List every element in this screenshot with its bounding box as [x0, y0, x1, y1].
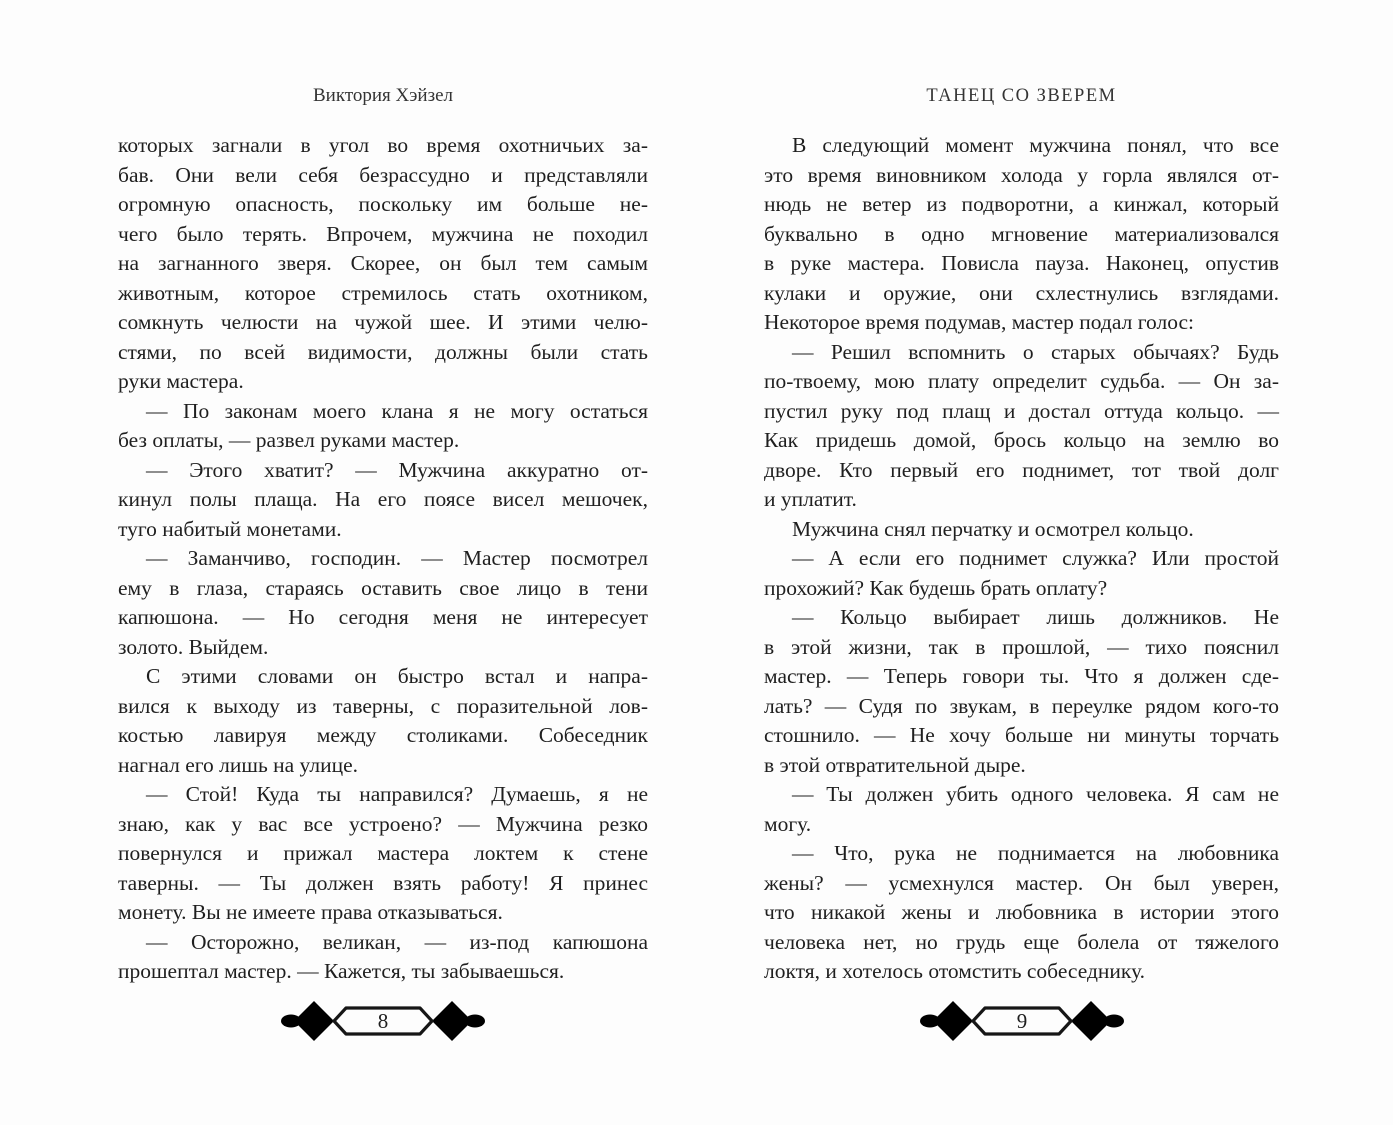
text-line: костью лавируя между столиками. Собеседник — [118, 723, 648, 747]
page-number-ornament — [919, 998, 1125, 1044]
page-number: 8 — [377, 1009, 389, 1033]
text-line: знаю, как у вас все устроено? — Мужчина резко — [118, 811, 648, 836]
page-footer-left — [118, 998, 648, 1044]
running-head-title: ТАНЕЦ СО ЗВЕРЕМ — [926, 86, 1117, 106]
text-line: буквально в одно мгновение материализовался — [764, 221, 1279, 246]
celtic-knot-icon — [281, 1001, 334, 1041]
text-line: нюдь не ветер из подворотни, а кинжал, который — [764, 192, 1279, 216]
text-line: — Этого хватит? — Мужчина аккуратно от- — [146, 457, 648, 482]
page-right — [764, 0, 1279, 1125]
celtic-knot-icon — [920, 1001, 973, 1041]
running-head-author: Виктория Хэйзел — [313, 85, 453, 106]
celtic-knot-icon — [432, 1001, 485, 1041]
text-line: прошептал мастер. — Кажется, ты забываешься. — [118, 959, 565, 983]
text-line: Мужчина снял перчатку и осмотрел кольцо. — [792, 516, 1194, 541]
page-left — [118, 0, 648, 1125]
text-line: по-твоему, мою плату определит судьба. — Он за- — [764, 369, 1279, 393]
text-line: — Решил вспомнить о старых обычаях? Будь — [792, 339, 1279, 364]
text-line: в руке мастера. Повисла пауза. Наконец, опустив — [764, 251, 1279, 275]
text-line: сомкнуть челюсти на чужой шее. И этими челю- — [118, 310, 648, 334]
text-line: вился к выходу из таверны, с поразительной лов- — [118, 693, 648, 718]
text-column-right — [764, 131, 1279, 987]
text-line: — Стой! Куда ты направился? Думаешь, я не — [146, 782, 648, 806]
text-line: С этими словами он быстро встал и напра- — [146, 664, 648, 688]
text-line: это время виновником холода у горла являлся от- — [764, 162, 1279, 187]
text-line: стями, по всей видимости, должны были стать — [118, 339, 648, 364]
text-line: — По законам моего клана я не могу остаться — [146, 398, 648, 423]
celtic-knot-icon — [1071, 1001, 1124, 1041]
text-line: пустил руку под плащ и достал оттуда кольцо. — — [764, 398, 1279, 423]
text-line: туго набитый монетами. — [118, 516, 342, 541]
text-line: мастер. — Теперь говори ты. Что я должен сде- — [764, 664, 1279, 688]
text-line: Как придешь домой, брось кольцо на землю во — [764, 428, 1279, 452]
text-line: локтя, и хотелось отомстить собеседнику. — [764, 959, 1146, 983]
text-line: животным, которое стремилось стать охотником, — [118, 280, 648, 305]
text-line: нагнал его лишь на улице. — [118, 752, 359, 777]
text-line: прохожий? Как будешь брать оплату? — [764, 575, 1108, 600]
text-line: таверны. — Ты должен взять работу! Я принес — [118, 870, 648, 895]
text-line: — Осторожно, великан, — из-под капюшона — [146, 929, 648, 954]
page-footer-right — [764, 998, 1279, 1044]
text-line: и уплатит. — [764, 487, 857, 511]
text-line: — Что, рука не поднимается на любовника — [792, 841, 1279, 865]
text-line: без оплаты, — развел руками мастер. — [118, 428, 460, 452]
text-line: кулаки и оружие, они схлестнулись взглядами. — [764, 280, 1279, 305]
page-number: 9 — [1016, 1009, 1027, 1033]
text-line: капюшона. — Но сегодня меня не интересует — [118, 605, 648, 629]
text-line: могу. — [764, 811, 812, 836]
text-line: — Ты должен убить одного человека. Я сам не — [792, 782, 1279, 806]
text-line: повернулся и прижал мастера локтем к стене — [118, 841, 648, 865]
text-line: — Кольцо выбирает лишь должников. Не — [792, 605, 1279, 629]
text-line: огромную опасность, поскольку им больше не- — [118, 192, 648, 216]
page-number-ornament — [280, 998, 486, 1044]
text-line: кинул полы плаща. На его поясе висел мешочек, — [118, 487, 648, 511]
text-line: Некоторое время подумав, мастер подал голос: — [764, 310, 1194, 334]
text-line: в этой жизни, так в прошлой, — тихо пояснил — [764, 634, 1279, 659]
text-line: стошнило. — Не хочу больше ни минуты торчать — [764, 723, 1279, 747]
text-line: — Заманчиво, господин. — Мастер посмотрел — [146, 546, 648, 570]
text-line: В следующий момент мужчина понял, что все — [792, 133, 1279, 157]
text-line: монету. Вы не имеете права отказываться. — [118, 900, 503, 924]
text-line: лать? — Судя по звукам, в переулке рядом кого-то — [764, 693, 1279, 718]
text-line: ему в глаза, стараясь оставить свое лицо в тени — [118, 575, 648, 600]
text-line: на загнанного зверя. Скорее, он был тем самым — [118, 251, 648, 275]
text-line: жены? — усмехнулся мастер. Он был уверен, — [764, 870, 1279, 895]
text-line: бав. Они вели себя безрассудно и представляли — [118, 162, 648, 187]
text-line: дворе. Кто первый его поднимет, тот твой долг — [764, 457, 1279, 482]
text-line: руки мастера. — [118, 369, 244, 393]
text-line: человека нет, но грудь еще болела от тяжелого — [764, 929, 1279, 954]
text-line: что никакой жены и любовника в истории этого — [764, 900, 1279, 924]
text-line: которых загнали в угол во время охотничьих за- — [118, 133, 648, 157]
text-line: в этой отвратительной дыре. — [764, 752, 1026, 777]
text-line: — А если его поднимет служка? Или простой — [792, 546, 1279, 570]
text-line: золото. Выйдем. — [118, 634, 269, 659]
text-line: чего было терять. Впрочем, мужчина не походил — [118, 221, 648, 246]
text-column-left — [118, 131, 648, 987]
